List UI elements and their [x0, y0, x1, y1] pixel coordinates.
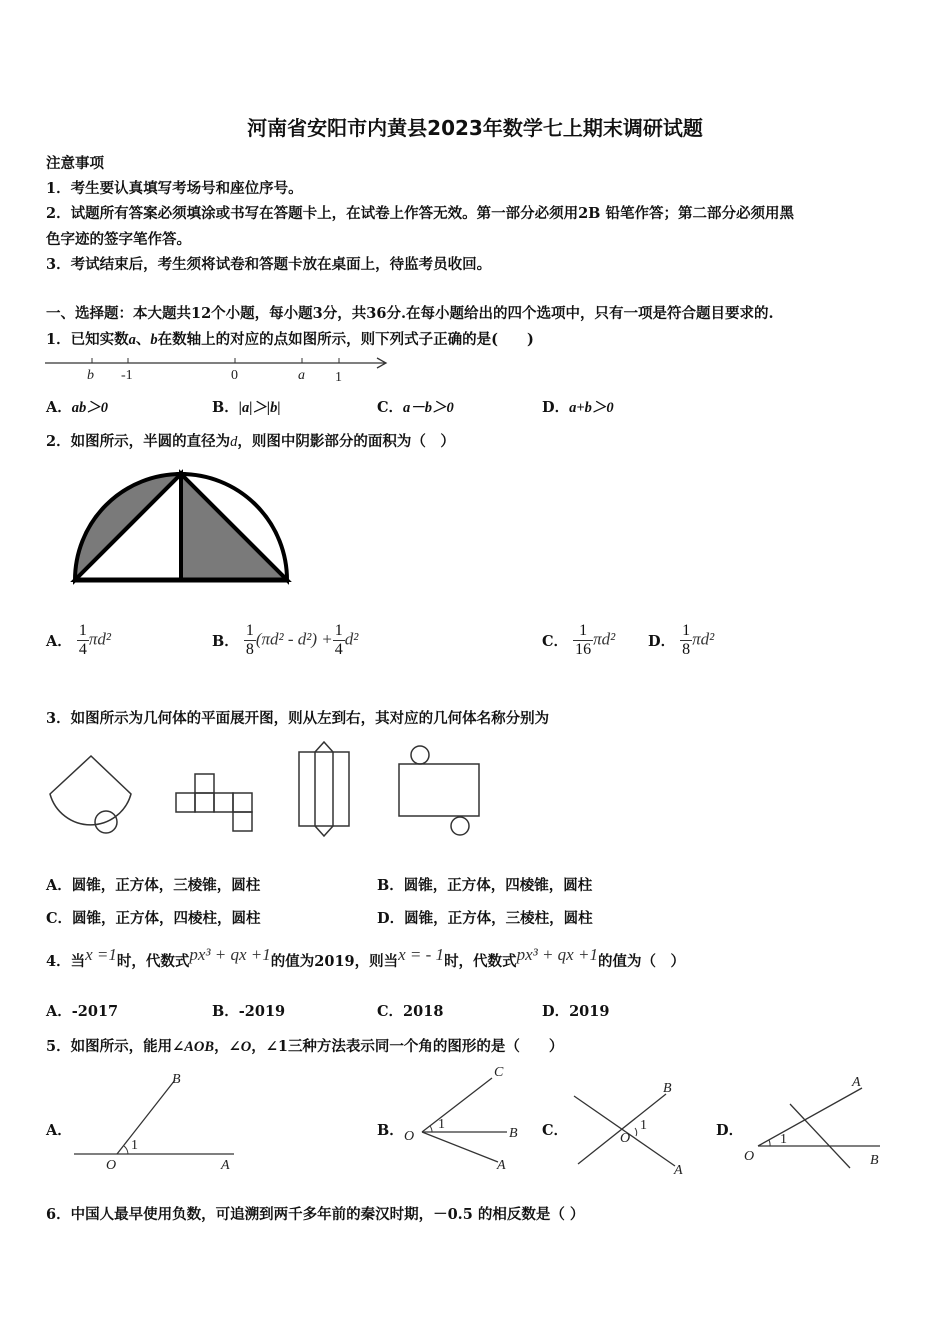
notice-item-3: 3．考试结束后，考生须将试卷和答题卡放在桌面上，待监考员收回。: [46, 256, 492, 273]
q3-option-c[interactable]: C．圆锥，正方体，四棱柱，圆柱: [46, 910, 261, 927]
cone-net: [46, 752, 136, 836]
svg-text:B: B: [870, 1153, 879, 1168]
question-3-stem: 3．如图所示为几何体的平面展开图，则从左到右，其对应的几何体名称分别为: [46, 710, 550, 727]
svg-text:C: C: [494, 1065, 504, 1080]
axis-label-b: b: [87, 368, 94, 383]
q5-option-b[interactable]: B．: [377, 1122, 404, 1139]
svg-text:1: 1: [438, 1117, 445, 1132]
svg-text:A: A: [674, 1163, 683, 1178]
q2-option-b[interactable]: B． $\frac{1}{8}$ (πd² - d²) + $\frac{1}{4}$ d²: [212, 622, 359, 658]
question-4-stem: 4．当x =1时，代数式px³ + qx +1的值为2019，则当x = - 1时，代数式px³ + qx +1的值为（ ）: [46, 945, 685, 970]
q5-option-d[interactable]: D．: [716, 1122, 744, 1139]
svg-text:B: B: [172, 1072, 181, 1087]
q2-option-a[interactable]: A． $\frac{1}{4}$ πd²: [46, 622, 111, 658]
q2-option-c[interactable]: C． $\frac{1}{16}$ πd²: [542, 622, 616, 658]
cylinder-net: [396, 744, 482, 838]
number-line: [45, 352, 395, 384]
svg-text:1: 1: [780, 1132, 787, 1147]
q4-option-c[interactable]: C．2018: [377, 1003, 444, 1020]
page-title: 河南省安阳市内黄县2023年数学七上期末调研试题: [247, 116, 703, 140]
semicircle-figure: [70, 468, 292, 586]
svg-text:O: O: [404, 1129, 415, 1144]
svg-text:B: B: [509, 1126, 518, 1141]
q1-option-d[interactable]: D．a+b＞0: [542, 399, 614, 416]
notice-item-2: 2．试题所有答案必须填涂或书写在答题卡上，在试卷上作答无效。第一部分必须用2B 铅笔作答；第二部分必须用黑: [46, 205, 794, 222]
axis-label-0: 0: [231, 368, 238, 383]
svg-text:A: A: [852, 1075, 861, 1090]
q2-option-d[interactable]: D． $\frac{1}{8}$ πd²: [648, 622, 715, 658]
q3-option-a[interactable]: A．圆锥，正方体，三棱锥，圆柱: [46, 877, 261, 894]
cube-net: [174, 772, 254, 836]
question-2-stem: 2．如图所示，半圆的直径为d，则图中阴影部分的面积为（ ）: [46, 433, 455, 450]
angle-figure-b: [402, 1062, 522, 1174]
q4-option-d[interactable]: D．2019: [542, 1003, 610, 1020]
axis-label-1: 1: [335, 370, 342, 385]
notice-heading: 注意事项: [46, 155, 104, 172]
svg-text:B: B: [663, 1081, 672, 1096]
svg-text:A: A: [497, 1158, 506, 1173]
angle-figure-a: [72, 1070, 237, 1174]
q5-option-a[interactable]: A．: [46, 1122, 72, 1139]
q1-option-b[interactable]: B．|a|＞|b|: [212, 399, 281, 416]
svg-text:O: O: [106, 1158, 117, 1173]
angle-figure-c: [570, 1076, 695, 1176]
svg-text:1: 1: [131, 1138, 138, 1153]
question-5-stem: 5．如图所示，能用∠AOB，∠O，∠1三种方法表示同一个角的图形的是（ ）: [46, 1038, 564, 1055]
svg-text:O: O: [620, 1131, 631, 1146]
svg-text:O: O: [744, 1149, 755, 1164]
q5-option-c[interactable]: C．: [542, 1122, 569, 1139]
q3-option-d[interactable]: D．圆锥，正方体，三棱柱，圆柱: [377, 910, 593, 927]
section-heading: 一、选择题：本大题共12个小题，每小题3分，共36分.在每小题给出的四个选项中，只有一项是符合题目要求的.: [46, 305, 774, 322]
svg-text:1: 1: [640, 1118, 647, 1133]
q4-option-a[interactable]: A．-2017: [46, 1003, 119, 1020]
question-1-stem: 1．已知实数a、b在数轴上的对应的点如图所示，则下列式子正确的是( ): [46, 331, 534, 348]
prism-net: [296, 740, 352, 840]
q1-option-a[interactable]: A．ab＞0: [46, 399, 109, 416]
axis-label-neg1: -1: [121, 368, 133, 383]
question-6-stem: 6．中国人最早使用负数，可追溯到两千多年前的秦汉时期，－0.5 的相反数是（ ）: [46, 1206, 585, 1223]
svg-text:A: A: [221, 1158, 230, 1173]
q3-option-b[interactable]: B．圆锥，正方体，四棱锥，圆柱: [377, 877, 593, 894]
q1-option-c[interactable]: C．a－b＞0: [377, 399, 454, 416]
axis-label-a: a: [298, 368, 305, 383]
angle-figure-d: [742, 1072, 887, 1172]
notice-item-1: 1．考生要认真填写考场号和座位序号。: [46, 180, 303, 197]
q4-option-b[interactable]: B．-2019: [212, 1003, 286, 1020]
notice-item-2-cont: 色字迹的签字笔作答。: [46, 231, 191, 248]
